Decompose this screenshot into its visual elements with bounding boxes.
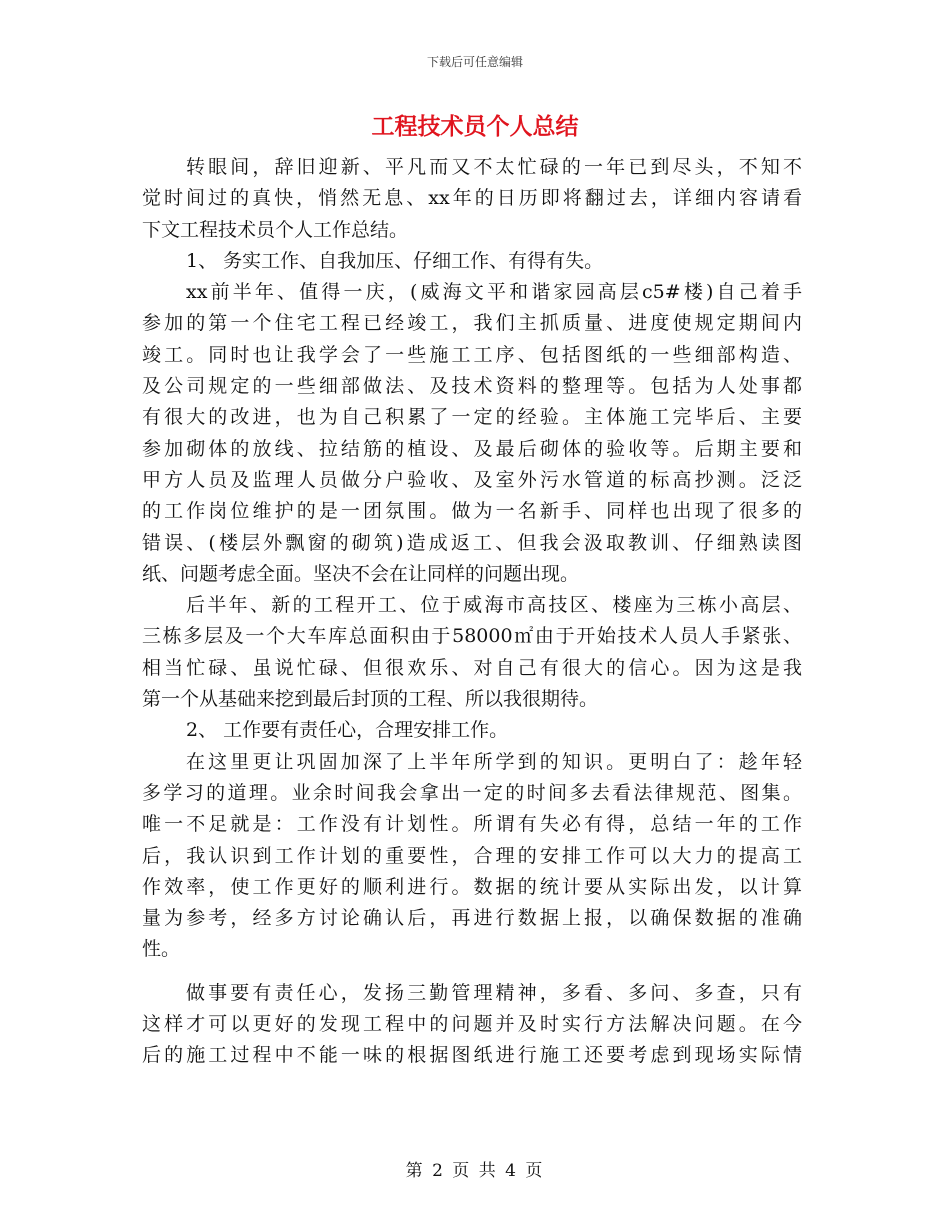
text-line: 参加砌体的放线、拉结筋的植设、及最后砌体的验收等。后期主要和 [142,437,802,460]
paragraph-gap [142,966,802,978]
text-line: 多学习的道理。业余时间我会拿出一定的时间多去看法律规范、图集。 [142,781,802,804]
text-line: 后的施工过程中不能一味的根据图纸进行施工还要考虑到现场实际情 [142,1044,802,1067]
text-line: 后，我认识到工作计划的重要性，合理的安排工作可以大力的提高工 [142,844,802,867]
text-line: 唯一不足就是：工作没有计划性。所谓有失必有得，总结一年的工作 [142,813,802,836]
text-line: 做事要有责任心，发扬三勤管理精神，多看、多问、多查，只有 [186,981,802,1004]
document-title: 工程技术员个人总结 [371,114,579,140]
text-line: xx前半年、值得一庆，(威海文平和谐家园高层c5#楼)自己着手 [186,281,802,304]
header-note: 下载后可任意编辑 [426,55,523,69]
text-line: 后半年、新的工程开工、位于威海市高技区、楼座为三栋小高层、 [186,594,802,617]
page-footer: 第 2 页 共 4 页 [405,1161,545,1181]
text-line: 量为参考，经多方讨论确认后，再进行数据上报，以确保数据的准确 [142,907,802,930]
text-line: 的工作岗位维护的是一团氛围。做为一名新手、同样也出现了很多的 [142,500,802,523]
text-line: 错误、(楼层外飘窗的砌筑)造成返工、但我会汲取教训、仔细熟读图 [142,531,802,554]
text-line: 觉时间过的真快，悄然无息、xx年的日历即将翻过去，详细内容请看 [142,187,802,210]
text-line: 参加的第一个住宅工程已经竣工，我们主抓质量、进度使规定期间内 [142,312,802,335]
text-line: 2、 工作要有责任心，合理安排工作。 [186,719,509,742]
text-line: 有很大的改进，也为自己积累了一定的经验。主体施工完毕后、主要 [142,406,802,429]
document-body [142,152,802,1072]
text-line: 及公司规定的一些细部做法、及技术资料的整理等。包括为人处事都 [142,375,802,398]
text-line: 转眼间，辞旧迎新、平凡而又不太忙碌的一年已到尽头，不知不 [186,156,802,178]
text-line: 这样才可以更好的发现工程中的问题并及时实行方法解决问题。在今 [142,1013,802,1036]
text-line: 在这里更让巩固加深了上半年所学到的知识。更明白了：趁年轻 [186,750,802,773]
text-line: 竣工。同时也让我学会了一些施工工序、包括图纸的一些细部构造、 [142,343,802,366]
text-line: 第一个从基础来挖到最后封顶的工程、所以我很期待。 [142,688,599,711]
text-line: 作效率，使工作更好的顺利进行。数据的统计要从实际出发，以计算 [142,875,802,898]
text-line: 下文工程技术员个人工作总结。 [142,218,409,241]
text-line: 相当忙碌、虽说忙碌、但很欢乐、对自己有很大的信心。因为这是我 [142,656,802,679]
text-line: 三栋多层及一个大车库总面积由于58000㎡由于开始技术人员人手紧张、 [142,625,802,648]
text-line: 纸、问题考虑全面。坚决不会在让同样的问题出现。 [142,562,580,585]
text-line: 1、 务实工作、自我加压、仔细工作、有得有失。 [186,249,604,272]
text-line: 性。 [142,938,181,961]
text-line: 甲方人员及监理人员做分户验收、及室外污水管道的标高抄测。泛泛 [142,468,802,491]
